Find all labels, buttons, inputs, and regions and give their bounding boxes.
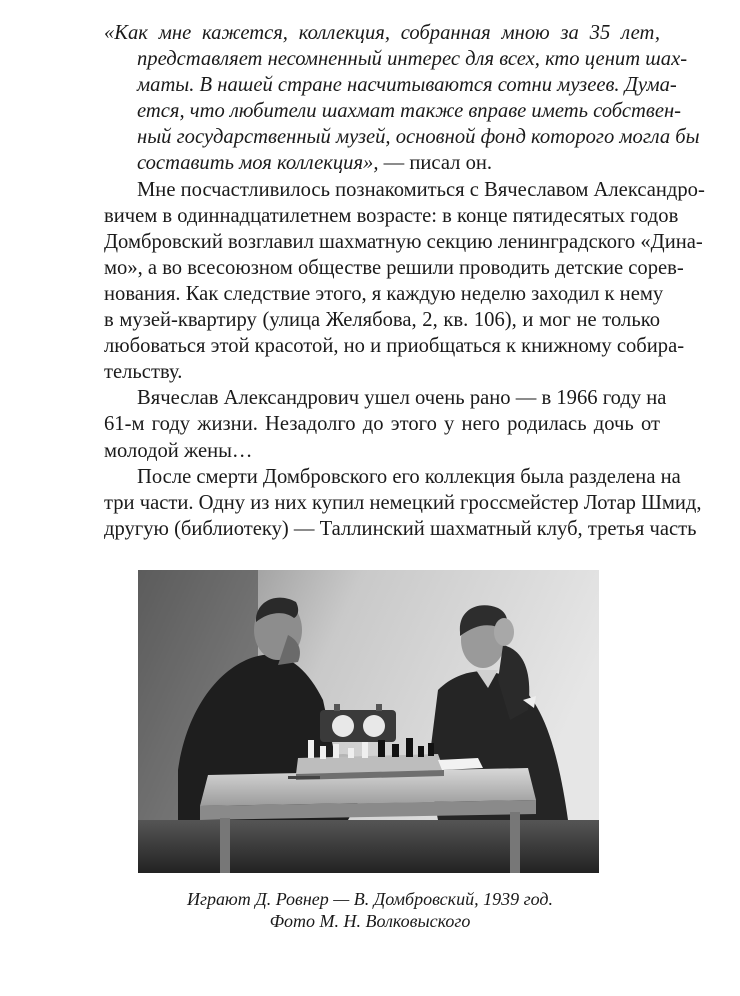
paragraph-line: Вячеслав Александрович ушел очень рано — в 1966 году на bbox=[137, 387, 667, 410]
paragraph-line: 61-м году жизни. Незадолго до этого у него родилась дочь от bbox=[104, 413, 660, 436]
paragraph-line: в музей-квартиру (улица Желябова, 2, кв. 106), и мог не только bbox=[104, 309, 660, 332]
photo-caption bbox=[104, 888, 636, 932]
quote-last-line bbox=[104, 150, 660, 176]
paragraph-line: молодой жены… bbox=[104, 439, 253, 462]
quote-line: ется, что любители шахмат также вправе иметь собствен- bbox=[137, 100, 682, 123]
caption-line-1: Играют Д. Ровнер — В. Домбровский, 1939 год. bbox=[187, 889, 553, 909]
paragraph-1 bbox=[104, 177, 705, 386]
paragraph-2 bbox=[104, 385, 667, 463]
quote-line: ный государственный музей, основной фонд которого могла бы bbox=[137, 126, 700, 149]
paragraph-line: тельству. bbox=[104, 361, 183, 384]
quote-attribution: — писал он. bbox=[378, 152, 493, 175]
paragraph-line: Мне посчастливилось познакомиться с Вячеславом Александро- bbox=[137, 178, 705, 201]
quote-line: маты. В нашей стране насчитываются сотни музеев. Дума- bbox=[137, 74, 677, 97]
paragraph-line: Домбровский возглавил шахматную секцию ленинградского «Дина- bbox=[104, 230, 703, 253]
photo-illustration bbox=[138, 570, 599, 873]
paragraph-line: любоваться этой красотой, но и приобщаться к книжному собира- bbox=[104, 335, 685, 358]
quote-block bbox=[104, 20, 700, 177]
body-text bbox=[104, 20, 705, 542]
quote-last-italic: составить моя коллекция», bbox=[137, 152, 379, 175]
quote-line: «Как мне кажется, коллекция, собранная мною за 35 лет, bbox=[104, 22, 660, 44]
paragraph-line: вичем в одиннадцатилетнем возрасте: в конце пятидесятых годов bbox=[104, 204, 679, 227]
caption-line-2: Фото М. Н. Волковыского bbox=[269, 911, 471, 931]
chess-players-photo bbox=[138, 570, 599, 873]
paragraph-line: После смерти Домбровского его коллекция была разделена на bbox=[137, 465, 681, 488]
paragraph-line: другую (библиотеку) — Таллинский шахматный клуб, третья часть bbox=[104, 517, 697, 540]
paragraph-line: мо», а во всесоюзном обществе решили проводить детские сорев- bbox=[104, 256, 684, 279]
paragraph-3 bbox=[104, 464, 702, 542]
paragraph-line: нования. Как следствие этого, я каждую неделю заходил к нему bbox=[104, 282, 664, 305]
paragraph-line: три части. Одну из них купил немецкий гроссмейстер Лотар Шмид, bbox=[104, 491, 702, 514]
quote-line: представляет несомненный интерес для всех, кто ценит шах- bbox=[137, 48, 688, 71]
